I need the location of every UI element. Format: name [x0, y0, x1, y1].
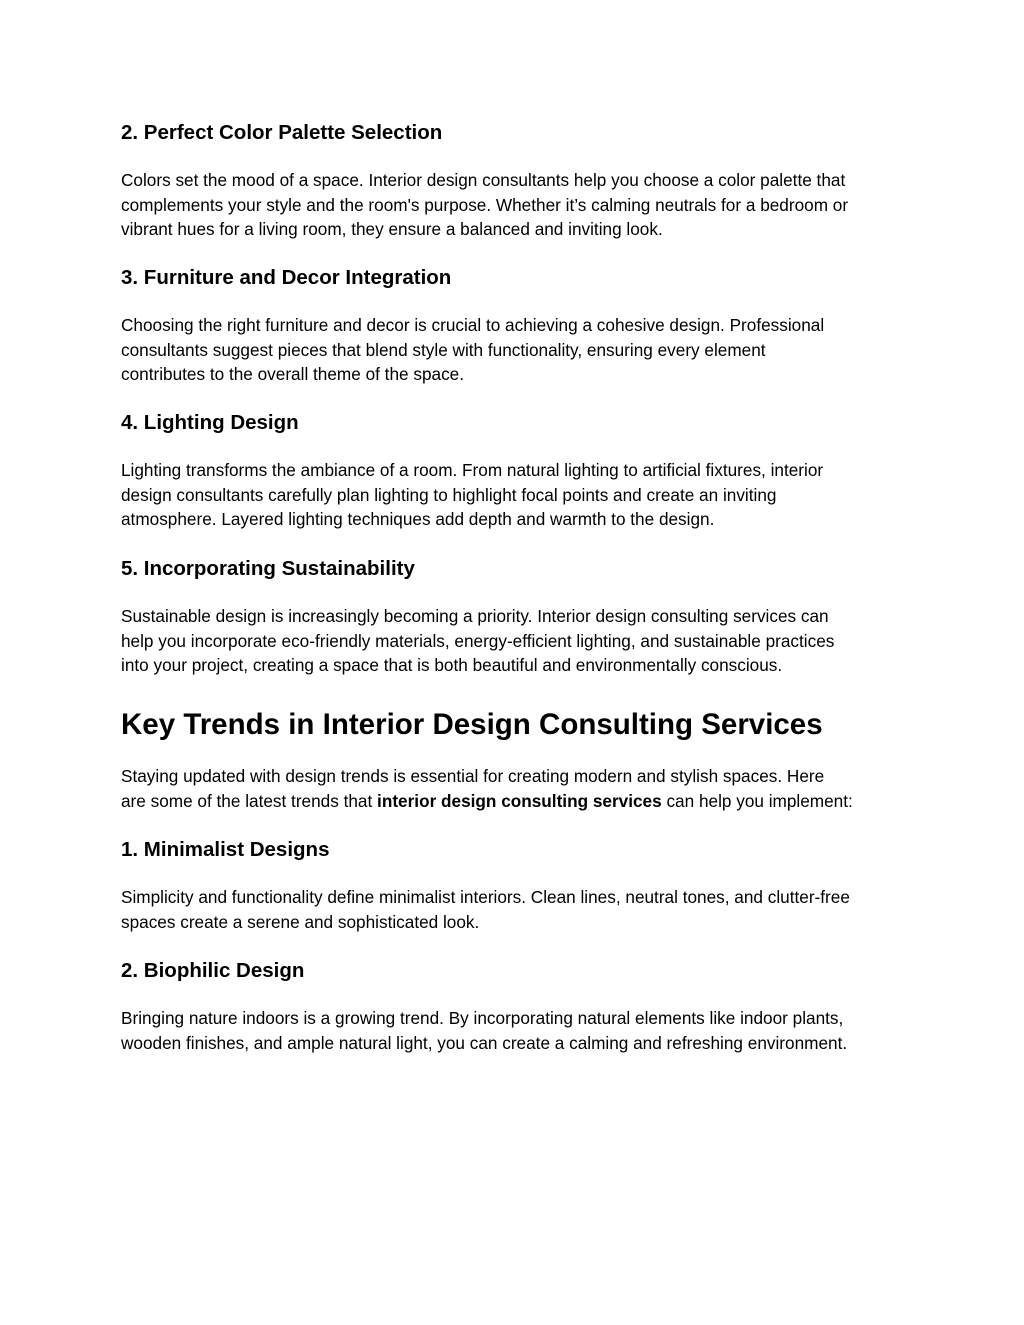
bold-keyword: interior design consulting services — [377, 790, 662, 811]
heading-biophilic-design: 2. Biophilic Design — [121, 959, 305, 982]
heading-sustainability: 5. Incorporating Sustainability — [121, 557, 415, 580]
paragraph-line: Simplicity and functionality define minimalist interiors. Clean lines, neutral tones, and clutter-free — [121, 887, 850, 907]
paragraph-line: complements your style and the room's purpose. Whether it’s calming neutrals for a bedroom or — [121, 194, 849, 215]
paragraph-line: help you incorporate eco-friendly materials, energy-efficient lighting, and sustainable practices — [121, 630, 835, 651]
paragraph-biophilic-design — [121, 1006, 911, 1055]
paragraph-line: Bringing nature indoors is a growing trend. By incorporating natural elements like indoor plants, — [121, 1008, 844, 1028]
paragraph-line — [121, 789, 911, 814]
paragraph-line: consultants suggest pieces that blend style with functionality, ensuring every element — [121, 339, 766, 360]
paragraph-furniture-decor — [121, 313, 911, 387]
heading-color-palette: 2. Perfect Color Palette Selection — [121, 121, 443, 144]
paragraph-line: atmosphere. Layered lighting techniques add depth and warmth to the design. — [121, 509, 715, 529]
paragraph-line: Lighting transforms the ambiance of a room. From natural lighting to artificial fixtures, interior — [121, 460, 824, 480]
paragraph-line: Staying updated with design trends is essential for creating modern and stylish spaces. Here — [121, 766, 825, 786]
paragraph-color-palette — [121, 168, 911, 242]
paragraph-key-trends — [121, 764, 911, 813]
heading-key-trends: Key Trends in Interior Design Consulting Services — [121, 708, 823, 741]
paragraph-line: Colors set the mood of a space. Interior design consultants help you choose a color palette that — [121, 170, 846, 190]
heading-minimalist-designs: 1. Minimalist Designs — [121, 838, 330, 861]
paragraph-line: design consultants carefully plan lighting to highlight focal points and create an inviting — [121, 484, 777, 505]
paragraph-line: Choosing the right furniture and decor is crucial to achieving a cohesive design. Professional — [121, 315, 825, 335]
heading-lighting-design: 4. Lighting Design — [121, 411, 299, 434]
paragraph-sustainability — [121, 604, 911, 678]
paragraph-line: vibrant hues for a living room, they ensure a balanced and inviting look. — [121, 219, 663, 239]
paragraph-line: Sustainable design is increasingly becoming a priority. Interior design consulting services can — [121, 606, 829, 626]
paragraph-text: can help you implement: — [661, 790, 853, 811]
paragraph-lighting-design — [121, 458, 911, 532]
paragraph-line: spaces create a serene and sophisticated look. — [121, 911, 480, 932]
heading-furniture-decor: 3. Furniture and Decor Integration — [121, 266, 452, 289]
paragraph-line: wooden finishes, and ample natural light, you can create a calming and refreshing environment. — [121, 1032, 848, 1053]
paragraph-text: are some of the latest trends that — [121, 790, 378, 811]
paragraph-line: into your project, creating a space that is both beautiful and environmentally conscious. — [121, 655, 783, 675]
paragraph-line: contributes to the overall theme of the space. — [121, 364, 464, 384]
paragraph-minimalist-designs — [121, 885, 911, 934]
